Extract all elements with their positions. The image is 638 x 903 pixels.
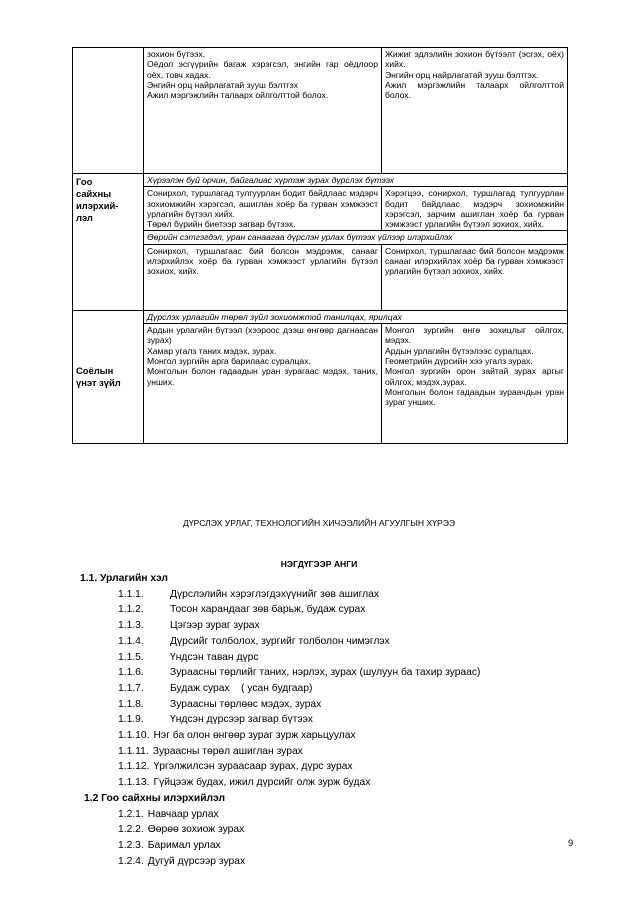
- item-number: 1.1.6.: [118, 667, 144, 679]
- table-cell-left: Сонирхол, туршлагад тулгуурлан бодит байдлаас мэдэрч зохиомжийн хэрэгсэл, ашиглан хоёр ба гурван хэмжээст урлагийн бүтээл хийх. Төрөл бүрийн биетээр загвар бүтээх.: [144, 187, 382, 231]
- item-number: 1.2.3.: [118, 839, 144, 851]
- category-cell-empty: [73, 48, 144, 174]
- list-item: [84, 775, 604, 791]
- item-text: Баримал урлах: [147, 839, 221, 851]
- list-item: [84, 602, 604, 618]
- table-row: [73, 187, 568, 231]
- list-item: [84, 697, 604, 713]
- list-item: [84, 650, 604, 666]
- subheading: Өөрийн сэтгэгдэл, уран санаагаа дүрслэн урлах бүтээх үйлээр илэрхийлэх: [144, 231, 568, 244]
- item-number: 1.1.11.: [118, 745, 149, 757]
- list-item: [84, 838, 604, 854]
- item-text: Тосон харандааг зөв барьж, будаж сурах: [170, 604, 366, 616]
- list-item: [84, 744, 604, 760]
- item-number: 1.1.3.: [118, 620, 144, 632]
- item-number: 1.2.4.: [118, 855, 144, 867]
- item-text: Үндсэн дүрсээр загвар бүтээх: [170, 714, 313, 726]
- list-item: [84, 665, 604, 681]
- section-title: 1.2 Гоо сайхны илэрхийлэл: [84, 792, 226, 804]
- item-number: 1.1.9.: [118, 714, 144, 726]
- table-cell-right: Жижиг эдлэлийн зохион бүтээлт (эсгэх, оёх) хийх. Энгийн орц найрлагатай зууш бэлтгэх. Ажил мэргэжлийн талаарх ойлголттой болох.: [382, 48, 568, 174]
- table-cell-left: Сонирхол, туршлагаас бий болсон мэдрэмж, санааг илэрхийлэх хоёр ба гурван хэмжээст урлагийн бүтээл зохиох, хийх.: [144, 244, 382, 310]
- table-row: [73, 310, 568, 323]
- list-item: [84, 634, 604, 650]
- item-number: 1.1.5.: [118, 651, 144, 663]
- table-cell-left: зохион бүтээх. Оёдол эсгүүрийн багаж хэрэгсэл, энгийн гар оёдлоор оёх, товч хадах. Энгийн орц найрлагатай зууш бэлтгэх Ажил мэргэжлийн талаарх ойлголттой болох.: [144, 48, 382, 174]
- table-cell-right: Сонирхол, туршлагаас бий болсон мэдрэмж санааг илэрхийлэх хоёр ба гурван хэмжээст урлагийн бүтээл зохиох, хийх.: [382, 244, 568, 310]
- list-item: [84, 728, 604, 744]
- subheading: Хүрээлэн буй орчин, байгалиас хүртэж зурах дүрслэх бүтээх: [144, 174, 568, 187]
- table-row: [73, 324, 568, 444]
- table-cell-right: Хэрэгцээ, сонирхол, туршлагад тулгуурлан бодит байдлаас мэдэрч зохиомжийн хэрэгсэл, зарчим ашиглан хоёр ба гурван хэмжээст урлагийн бүтээл зохиох, хийх.: [382, 187, 568, 231]
- item-text: Өөрөө зохиож зурах: [147, 824, 245, 836]
- item-text: Дүрслэлийн хэрэглэгдэхүүнийг зөв ашиглах: [170, 588, 380, 600]
- item-number: 1.1.7.: [118, 682, 144, 694]
- category-heading-culture: Соёлын үнэт зүйл: [73, 310, 144, 443]
- item-text: Навчаар урлах: [147, 808, 219, 820]
- table-cell-left: Ардын урлагийн бүтээл (хээроос дээш өнгөөр дагнаасан зурах) Хамар угалз таних мэдэх, зурах. Монгол зургийн арга барилаас суралцах. Монголын болон гадаадын уран зурагаас мэдэх, таних, унших.: [144, 324, 382, 444]
- item-text: Цэгээр зураг зурах: [170, 620, 260, 632]
- list-item: [84, 759, 604, 775]
- item-number: 1.1.4.: [118, 635, 144, 647]
- table-row: [73, 174, 568, 187]
- curriculum-table: [72, 47, 568, 444]
- item-number: 1.1.13.: [118, 777, 150, 789]
- list-item: [84, 807, 604, 823]
- category-heading-aesthetics: Гоо сайхны илэрхий- лэл: [73, 174, 144, 311]
- item-text: Дүрсийг толболох, зургийг толболон чимэглэх: [170, 635, 390, 647]
- list-item: [84, 681, 604, 697]
- list-item: [84, 854, 604, 870]
- item-number: 1.1.10.: [118, 730, 150, 742]
- item-text: Зураасны төрлийг таних, нэрлэх, зурах (шулуун ба тахир зураас): [170, 667, 481, 679]
- item-number: 1.1.2.: [118, 604, 144, 616]
- grade-heading: НЭГДҮГЭЭР АНГИ: [280, 559, 358, 569]
- item-text: Гүйцээж будах, ижил дүрсийг олж зурж будах: [153, 777, 371, 789]
- item-text: Үндсэн таван дүрс: [170, 651, 259, 663]
- table-row: [73, 48, 568, 174]
- topic-outline: [80, 571, 604, 869]
- list-item: [84, 822, 604, 838]
- item-number: 1.2.1.: [118, 808, 144, 820]
- section-caption: ДҮРСЛЭХ УРЛАГ, ТЕХНОЛОГИЙН ХИЧЭЭЛИЙН АГУУЛГЫН ХҮРЭЭ: [182, 518, 456, 528]
- item-text: Будаж сурах ( усан будгаар): [170, 682, 313, 694]
- page-number: 9: [568, 837, 574, 848]
- list-item: [84, 712, 604, 728]
- list-item: [84, 618, 604, 634]
- section-title: 1.1. Урлагийн хэл: [80, 573, 168, 584]
- table-cell-right: Монгол зургийн өнгө зохицлыг ойлгох, мэдэх. Ардын урлагийн бүтээлээс суралцах. Геометрийн дүрсийн хээ угалз зурах. Монгол зургийн орон зайтай зурах аргыг ойлгох, мэдэх,зурах. Монголын болон гадаадын зураачдын уран зураг унших.: [382, 324, 568, 444]
- subheading: Дүрслэх урлагийн төрөл зүйл зохиомжтой танилцах, ярилцах: [144, 310, 568, 323]
- item-text: Нэг ба олон өнгөөр зураг зурж харьцуулах: [153, 730, 356, 742]
- item-number: 1.2.2.: [118, 824, 144, 836]
- item-number: 1.1.12.: [118, 761, 150, 773]
- table-row: [73, 231, 568, 244]
- item-number: 1.1.8.: [118, 698, 144, 710]
- item-text: Үргэлжилсэн зураасаар зурах, дүрс зурах: [153, 761, 353, 773]
- item-number: 1.1.1.: [118, 588, 144, 600]
- item-text: Зураасны төрлөөс мэдэх, зурах: [170, 698, 322, 710]
- item-text: Зураасны төрөл ашиглан зурах: [152, 745, 303, 757]
- list-item: [84, 587, 604, 603]
- table-row: [73, 244, 568, 310]
- item-text: Дугуй дүрсээр зурах: [147, 855, 246, 867]
